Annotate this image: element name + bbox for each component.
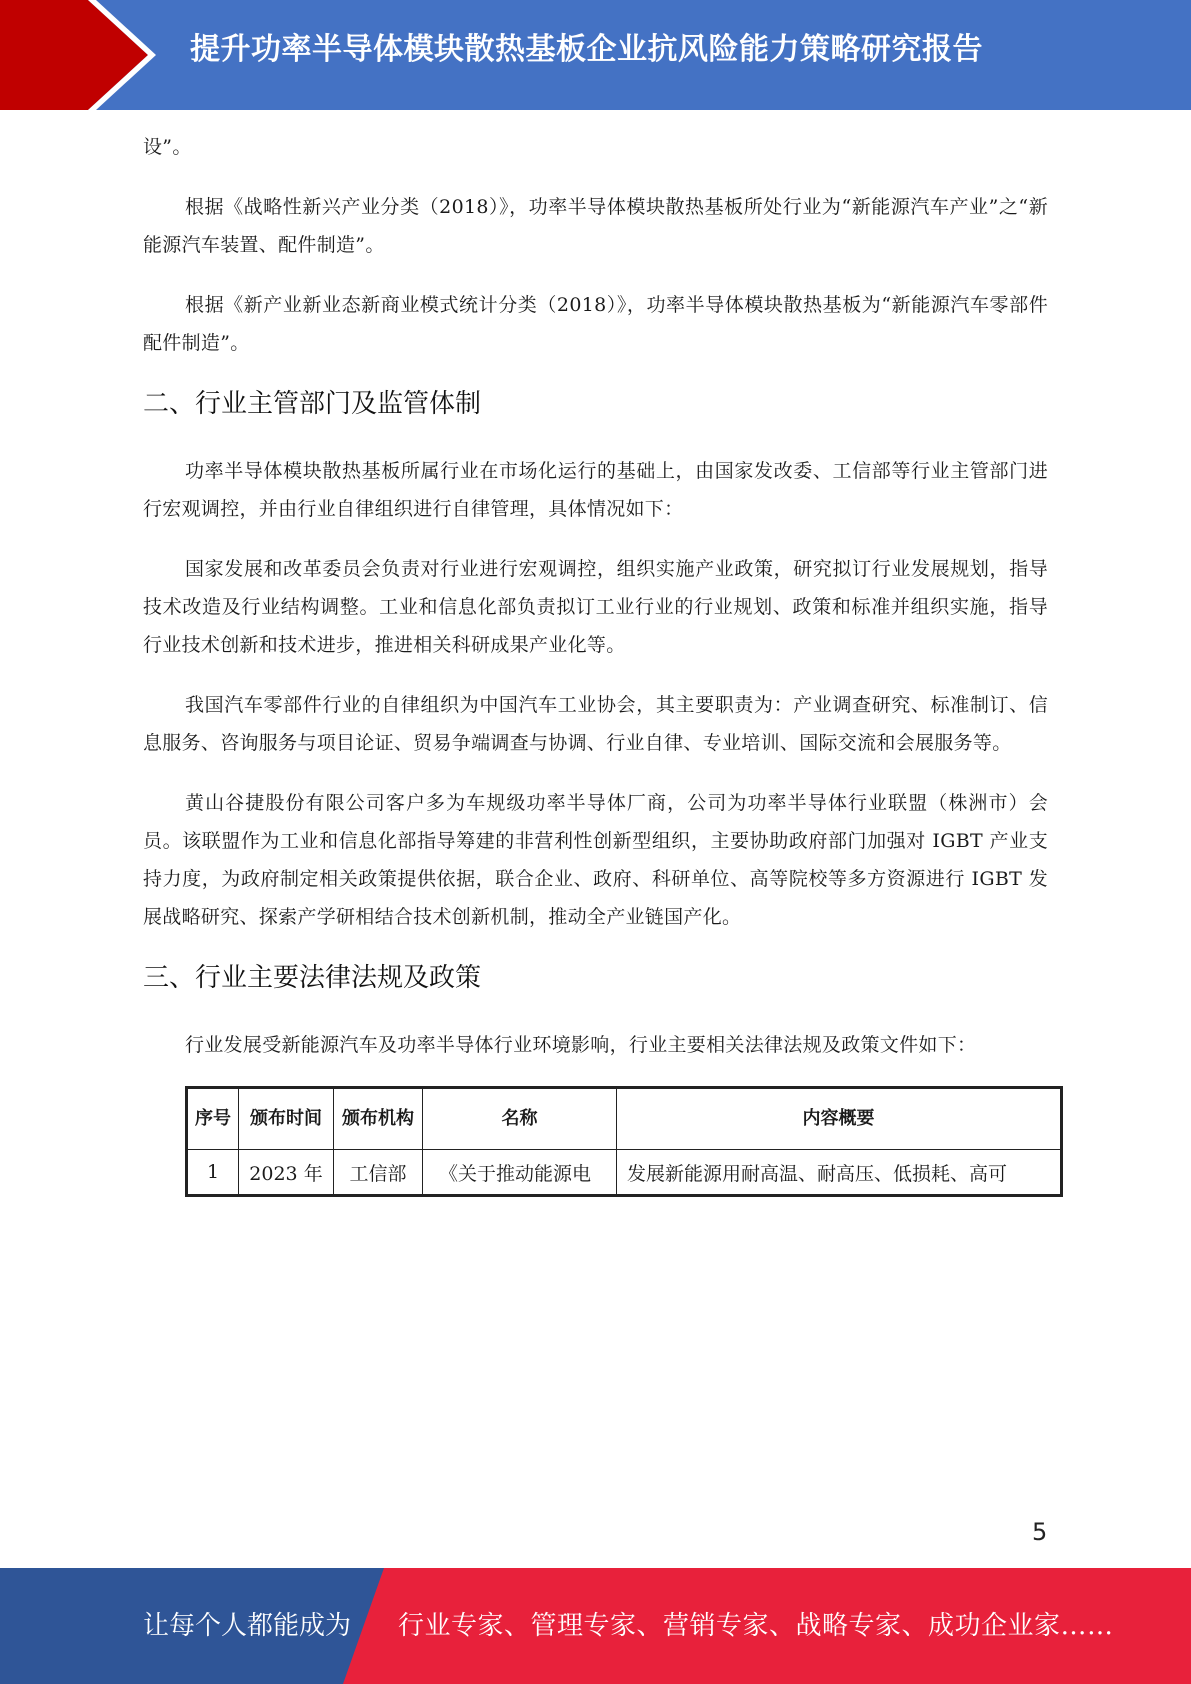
paragraph: 设”。	[143, 136, 192, 158]
footer-slogan-left: 让每个人都能成为	[143, 1611, 352, 1641]
paragraph: 根据《新产业新业态新商业模式统计分类（2018）》，功率半导体模块散热基板为“新能源汽车零部件配件制造”。	[143, 294, 1048, 354]
page-content	[143, 128, 1048, 1197]
paragraph: 行业发展受新能源汽车及功率半导体行业环境影响，行业主要相关法律法规及政策文件如下：	[185, 1034, 977, 1056]
header-banner	[0, 0, 1191, 110]
table-cell: 工信部	[334, 1150, 423, 1196]
page-number: 5	[1032, 1518, 1048, 1546]
table-header-row	[187, 1088, 1062, 1150]
table-cell: 2023 年	[239, 1150, 334, 1196]
table-row	[187, 1150, 1062, 1196]
paragraph: 黄山谷捷股份有限公司客户多为车规级功率半导体厂商，公司为功率半导体行业联盟（株洲市）会员。该联盟作为工业和信息化部指导筹建的非营利性创新型组织，主要协助政府部门加强对 IGBT 产业支持力度，为政府制定相关政策提供依据，联合企业、政府、科研单位、高等院校等多方资源进行 IGBT 发展战略研究、探索产学研相结合技术创新机制，推动全产业链国产化。	[143, 792, 1048, 928]
section-heading: 三、行业主要法律法规及政策	[143, 963, 482, 993]
paragraph: 国家发展和改革委员会负责对行业进行宏观调控，组织实施产业政策，研究拟订行业发展规划，指导技术改造及行业结构调整。工业和信息化部负责拟订工业行业的行业规划、政策和标准并组织实施，指导行业技术创新和技术进步，推进相关科研成果产业化等。	[143, 558, 1048, 656]
paragraph: 功率半导体模块散热基板所属行业在市场化运行的基础上，由国家发改委、工信部等行业主管部门进行宏观调控，并由行业自律组织进行自律管理，具体情况如下：	[143, 460, 1048, 520]
table-cell: 《关于推动能源电	[423, 1150, 617, 1196]
footer-banner	[0, 1568, 1191, 1684]
paragraph: 我国汽车零部件行业的自律组织为中国汽车工业协会，其主要职责为：产业调查研究、标准制订、信息服务、咨询服务与项目论证、贸易争端调查与协调、行业自律、专业培训、国际交流和会展服务等。	[143, 694, 1048, 754]
table-header-cell: 内容概要	[617, 1088, 1062, 1150]
table-header-cell: 名称	[423, 1088, 617, 1150]
table-header-cell: 颁布时间	[239, 1088, 334, 1150]
policy-table	[185, 1086, 1063, 1197]
report-title: 提升功率半导体模块散热基板企业抗风险能力策略研究报告	[190, 32, 983, 67]
table-header-cell: 颁布机构	[334, 1088, 423, 1150]
table-cell: 发展新能源用耐高温、耐高压、低损耗、高可	[617, 1150, 1062, 1196]
header-chevron-icon	[0, 0, 160, 110]
paragraph: 根据《战略性新兴产业分类（2018）》，功率半导体模块散热基板所处行业为“新能源汽车产业”之“新能源汽车装置、配件制造”。	[143, 196, 1048, 256]
table-cell: 1	[187, 1150, 239, 1196]
footer-slogan-right: 行业专家、管理专家、营销专家、战略专家、成功企业家……	[398, 1611, 1114, 1641]
section-heading: 二、行业主管部门及监管体制	[143, 389, 482, 419]
table-header-cell: 序号	[187, 1088, 239, 1150]
